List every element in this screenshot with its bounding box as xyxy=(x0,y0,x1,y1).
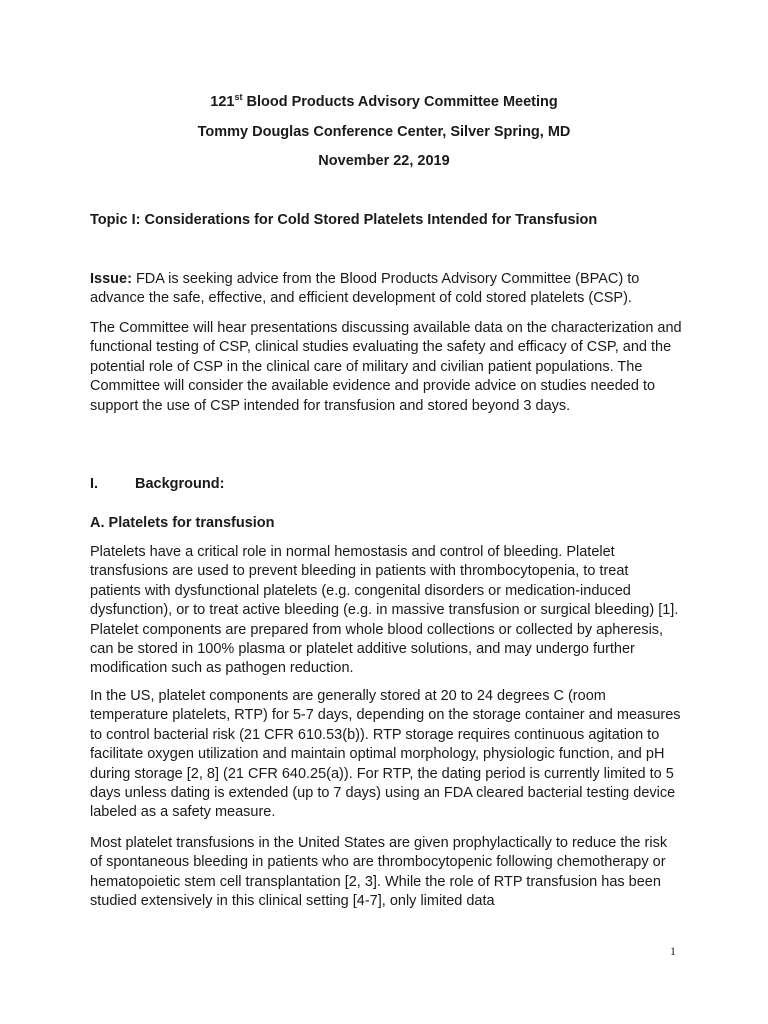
meeting-date: November 22, 2019 xyxy=(318,153,450,169)
meeting-title xyxy=(0,94,768,110)
meeting-title-text: Blood Products Advisory Committee Meeting xyxy=(246,94,558,110)
issue-label: Issue: xyxy=(90,271,132,287)
meeting-number: 121 xyxy=(210,94,235,110)
committee-paragraph: The Committee will hear presentations discussing available data on the characterization and functional testing of CSP, clinical studies evaluating the safety and efficacy of CSP, and the potential role of CSP in the clinical care of military and civilian patient populations. The Committee will consider the available evidence and provide advice on studies needed to support the use of CSP intended for transfusion and stored beyond 3 days. xyxy=(90,320,682,414)
topic-heading: Topic I: Considerations for Cold Stored Platelets Intended for Transfusion xyxy=(90,212,598,228)
section-number: I. xyxy=(90,476,99,492)
subsection-heading: A. Platelets for transfusion xyxy=(90,515,275,531)
venue: Tommy Douglas Conference Center, Silver Spring, MD xyxy=(197,124,571,140)
body-paragraph: Most platelet transfusions in the United States are given prophylactically to reduce the risk of spontaneous bleeding in patients who are thrombocytopenic following chemotherapy or hematopoietic stem cell transplantation [2, 3]. While the role of RTP transfusion has been studied extensively in this clinical setting [4-7], only limited data xyxy=(90,835,668,910)
issue-paragraph xyxy=(90,270,682,309)
body-paragraph: In the US, platelet components are generally stored at 20 to 24 degrees C (room temperature platelets, RTP) for 5-7 days, depending on the storage container and measures to control bacterial risk (21 CFR 610.53(b)). RTP storage requires continuous agitation to facilitate oxygen utilization and maintain optimal morphology, physiologic function, and pH during storage [2, 8] (21 CFR 640.25(a)). For RTP, the dating period is currently limited to 5 days unless dating is extended (up to 7 days) using an FDA cleared bacterial testing device labeled as a safety measure. xyxy=(90,688,681,821)
issue-text: FDA is seeking advice from the Blood Products Advisory Committee (BPAC) to advance the safe, effective, and efficient development of cold stored platelets (CSP). xyxy=(90,271,640,307)
page-number: 1 xyxy=(670,944,676,958)
meeting-ordinal: st xyxy=(234,92,243,103)
body-paragraph: Platelets have a critical role in normal hemostasis and control of bleeding. Platelet transfusions are used to prevent bleeding in patients with thrombocytopenia, to treat patients with dysfunctional platelets (e.g. congenital disorders or medication-induced dysfunction), or to treat active bleeding (e.g. in massive transfusion or surgical bleeding) [1]. Platelet components are prepared from whole blood collections or collected by apheresis, can be stored in 100% plasma or platelet additive solutions, and may undergo further modification such as pathogen reduction. xyxy=(90,544,679,677)
section-heading-background xyxy=(90,476,224,492)
section-title: Background: xyxy=(135,476,225,492)
